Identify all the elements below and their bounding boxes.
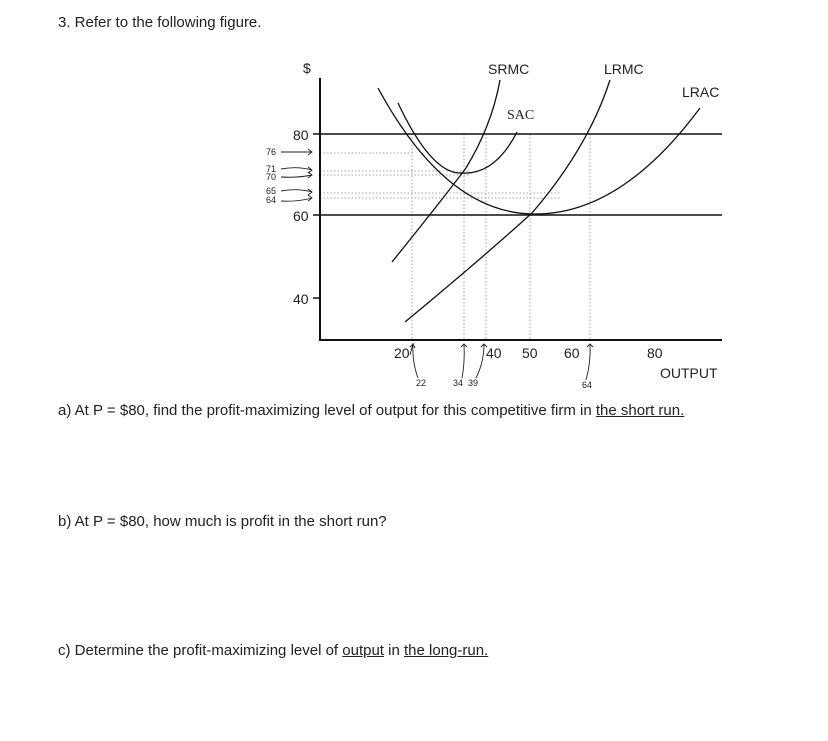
arrow-x-22 [413, 343, 418, 378]
x-minor-label-34: 34 [453, 378, 464, 388]
problem-heading: 3. Refer to the following figure. [58, 14, 262, 31]
dotted-guides [320, 134, 590, 340]
x-tick-label-80: 80 [647, 345, 663, 361]
question-c-pre: c) Determine the profit-maximizing level of [58, 642, 343, 659]
x-minor-label-22: 22 [416, 378, 427, 388]
question-c-underlined-1: output [342, 642, 384, 659]
arrow-71 [281, 167, 312, 173]
sac-curve [398, 103, 517, 173]
lrmc-label: LRMC [604, 61, 644, 77]
x-minor-label-64: 64 [582, 380, 593, 390]
question-b [58, 513, 387, 530]
arrow-x-34 [461, 344, 467, 378]
question-b-text: b) At P = $80, how much is profit in the short run? [58, 513, 387, 530]
lrac-label: LRAC [682, 84, 720, 100]
arrow-76 [281, 149, 312, 155]
y-minor-label-76: 76 [266, 147, 277, 157]
y-minor-label-71: 71 [266, 164, 277, 174]
y-axis-label: $ [303, 60, 311, 76]
srmc-label: SRMC [488, 61, 530, 77]
sac-label: SAC [507, 108, 535, 123]
question-c-mid: in [383, 642, 404, 659]
y-tick-label-40: 40 [293, 291, 309, 307]
question-c-underlined-2: the long-run. [404, 642, 489, 659]
question-a-text: a) At P = $80, find the profit-maximizing level of output for this competitive firm in [58, 402, 596, 419]
arrow-x-64 [586, 344, 593, 380]
x-tick-label-60: 60 [564, 345, 580, 361]
question-c [58, 642, 488, 659]
x-minor-label-39: 39 [468, 378, 479, 388]
arrow-64 [281, 195, 312, 201]
x-axis-label: OUTPUT [660, 365, 718, 381]
question-a-underlined: the short run. [595, 402, 685, 419]
x-tick-label-20: 20 [394, 345, 410, 361]
y-tick-label-80: 80 [293, 127, 309, 143]
question-a [58, 402, 684, 419]
y-minor-label-65: 65 [266, 186, 277, 196]
arrow-70 [281, 172, 312, 178]
y-minor-label-70: 70 [266, 172, 277, 182]
x-tick-label-50: 50 [522, 345, 538, 361]
arrow-65 [281, 189, 312, 195]
y-tick-label-60: 60 [293, 208, 309, 224]
x-tick-label-40: 40 [486, 345, 502, 361]
y-minor-label-64: 64 [266, 195, 277, 205]
